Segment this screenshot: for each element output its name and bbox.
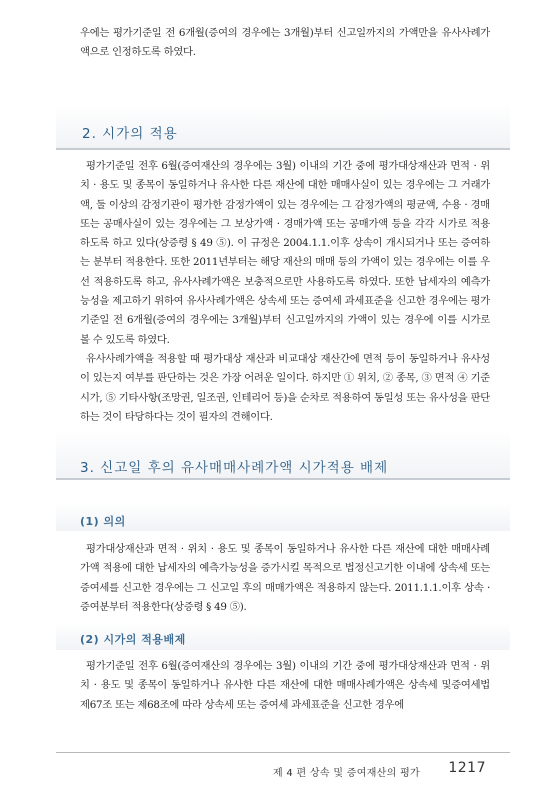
section2-heading: 2. 시가의 적용 <box>82 126 178 142</box>
sub1-body <box>80 540 490 617</box>
section3-heading: 3. 신고일 후의 유사매매사례가액 시가적용 배제 <box>80 460 389 476</box>
section2-body <box>80 157 490 427</box>
sub1-heading: (1) 의의 <box>80 515 126 528</box>
section2-paragraph-2: 유사사례가액을 적용할 때 평가대상 재산과 비교대상 재산간에 면적 등이 동일하거나 유사성이 있는지 여부를 판단하는 것은 가장 어려운 일이다. 하지만 ① 위치, ② 종목, ③ 면적 ④ 기준시가, ⑤ 기타사항(조망권, 일조권, 인테리어 등)을 순차로 적용하여 동일성 또는 유사성을 판단하는 것이 타당하다는 것이 필자의 견해이다. <box>80 352 490 423</box>
sub2-heading: (2) 시가의 적용배제 <box>80 633 186 646</box>
sub2-body <box>80 657 490 715</box>
sub2-paragraph: 평가기준일 전후 6월(증여재산의 경우에는 3월) 이내의 기간 중에 평가대상재산과 면적 · 위치 · 용도 및 종목이 동일하거나 유사한 다른 재산에 대한 매매사례가액은 상속세 및증여세법 제67조 또는 제68조에 따라 상속세 또는 증여세 과세표준을 신고한 경우에 <box>80 660 490 711</box>
section3-heading-rule <box>56 478 510 480</box>
section2-heading-rule <box>56 148 510 150</box>
intro-paragraph <box>80 24 490 63</box>
footer-chapter: 제 4 편 상속 및 증여재산의 평가 <box>272 768 420 779</box>
intro-text: 우에는 평가기준일 전 6개월(증여의 경우에는 3개월)부터 신고일까지의 가액만을 유사사례가액으로 인정하도록 하였다. <box>80 27 490 59</box>
footer-page-number: 1217 <box>448 760 486 776</box>
section2-paragraph-1: 평가기준일 전후 6월(증여재산의 경우에는 3월) 이내의 기간 중에 평가대상재산과 면적 · 위치 · 용도 및 종목이 동일하거나 유사한 다른 재산에 대한 매매사실이 있는 경우에는 그 거래가액, 둘 이상의 감정기관이 평가한 감정가액이 있는 경우에는 그 감정가액의 평균액, 수용 · 경매 또는 공매사실이 있는 경우에는 그 보상가액 · 경매가액 또는 공매가액 등을 각각 시가로 적용하도록 하고 있다(상증령 § 49 ⑤). 이 규정은 2004.1.1.이후 상속이 개시되거나 또는 증여하는 분부터 적용한다. 또한 2011년부터는 해당 재산의 매매 등의 가액이 있는 경우에는 이를 우선 적용하도록 하고, 유사사례가액은 보충적으로만 사용하도록 하였다. 또한 납세자의 예측가능성을 제고하기 위하여 유사사례가액은 상속세 또는 증여세 과세표준을 신고한 경우에는 평가기준일 전 6개월(증여의 경우에는 3개월)부터 신고일까지의 가액이 있는 경우에 이를 시가로 볼 수 있도록 하였다. <box>80 160 490 346</box>
footer-rule <box>56 752 510 753</box>
sub1-paragraph: 평가대상재산과 면적 · 위치 · 용도 및 종목이 동일하거나 유사한 다른 재산에 대한 매매사례가액 적용에 대한 납세자의 예측가능성을 증가시킬 목적으로 법정신고기한 이내에 상속세 또는 증여세를 신고한 경우에는 그 신고일 후의 매매가액은 적용하지 않는다. 2011.1.1.이후 상속 · 증여분부터 적용한다(상증령 § 49 ⑤). <box>80 543 490 613</box>
